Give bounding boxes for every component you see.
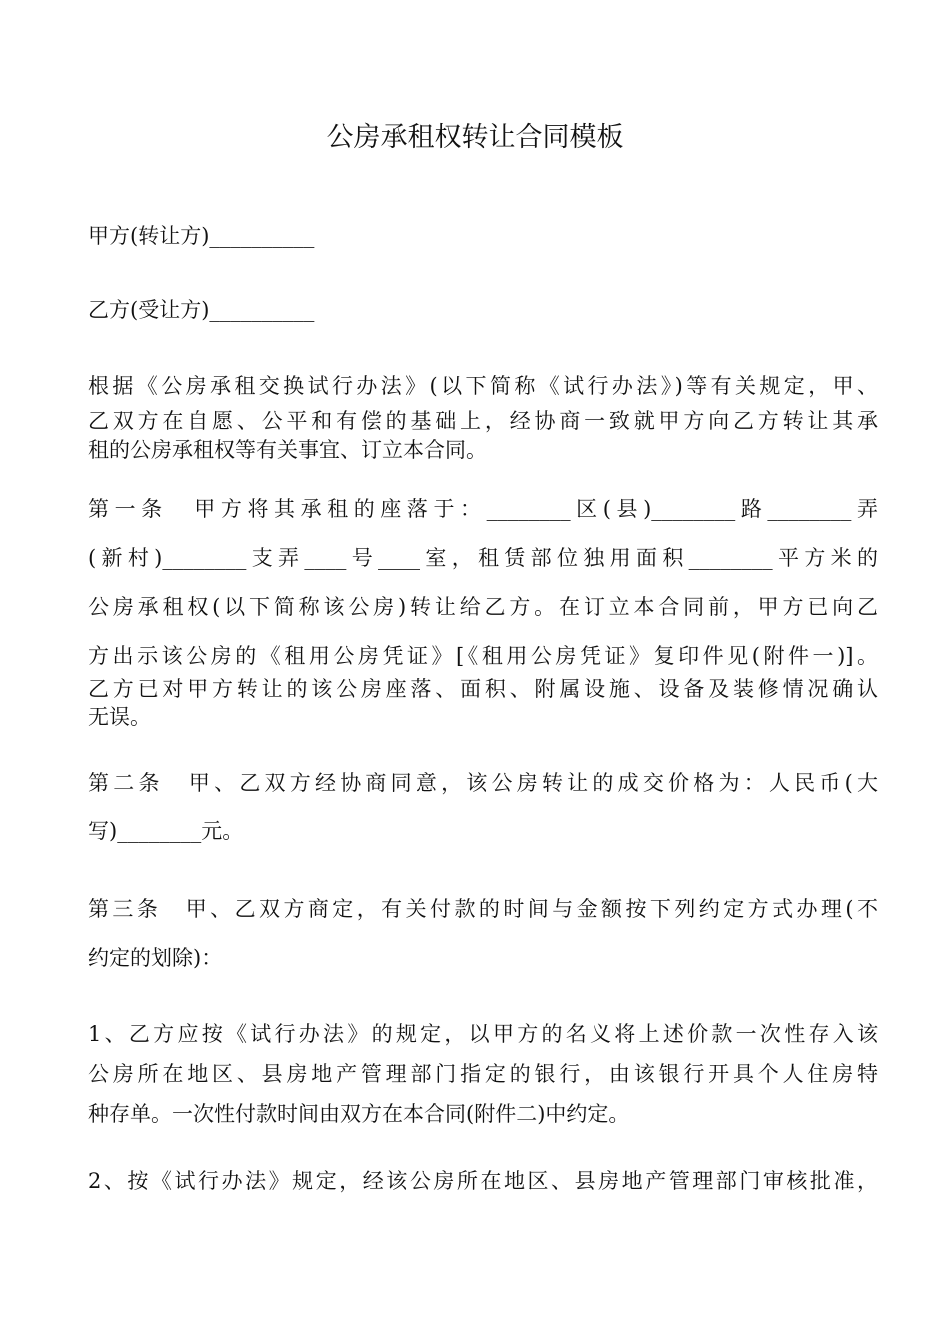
party-b-text: 乙方(受让方)__________	[88, 298, 315, 322]
text-line: 约定的划除)：	[88, 946, 223, 970]
document-title: 公房承租权转让合同模板	[326, 122, 624, 153]
text-line: 乙双方在自愿、公平和有偿的基础上，经协商一致就甲方向乙方转让其承	[88, 409, 878, 433]
text-line: (新村)________支弄____号____室，租赁部位独用面积________平方米的	[88, 546, 878, 570]
text-line: 2、按《试行办法》规定，经该公房所在地区、县房地产管理部门审核批准，	[88, 1169, 878, 1193]
text-line: 第一条 甲方将其承租的座落于：________区(县)________路________弄	[88, 497, 878, 521]
text-line: 种存单。一次性付款时间由双方在本合同(附件二)中约定。	[88, 1102, 630, 1126]
text-line: 乙方已对甲方转让的该公房座落、面积、附属设施、设备及装修情况确认	[88, 677, 878, 701]
party-b-line	[88, 294, 878, 326]
text-line: 公房承租权(以下简称该公房)转让给乙方。在订立本合同前，甲方已向乙	[88, 595, 878, 619]
article-2-paragraph	[88, 764, 878, 850]
text-line: 公房所在地区、县房地产管理部门指定的银行，由该银行开具个人住房特	[88, 1062, 878, 1086]
text-line: 租的公房承租权等有关事宜、订立本合同。	[88, 438, 487, 462]
article-3-paragraph	[88, 890, 878, 977]
preamble-paragraph	[88, 368, 878, 465]
clause-1-paragraph	[88, 1015, 878, 1133]
clause-2-paragraph	[88, 1162, 878, 1200]
text-line: 第二条 甲、乙双方经协商同意，该公房转让的成交价格为：人民币(大	[88, 771, 878, 795]
text-line: 无误。	[88, 705, 151, 729]
text-line: 方出示该公房的《租用公房凭证》[《租用公房凭证》复印件见(附件一)]。	[88, 644, 878, 668]
text-line: 根据《公房承租交换试行办法》(以下简称《试行办法》)等有关规定，甲、	[88, 374, 878, 398]
text-line: 第三条 甲、乙双方商定，有关付款的时间与金额按下列约定方式办理(不	[88, 897, 878, 921]
text-line: 1、乙方应按《试行办法》的规定，以甲方的名义将上述价款一次性存入该	[88, 1022, 878, 1046]
party-a-line	[88, 220, 878, 252]
text-line: 写)________元。	[88, 819, 244, 843]
party-a-text: 甲方(转让方)__________	[88, 224, 315, 248]
article-1-paragraph	[88, 490, 878, 731]
